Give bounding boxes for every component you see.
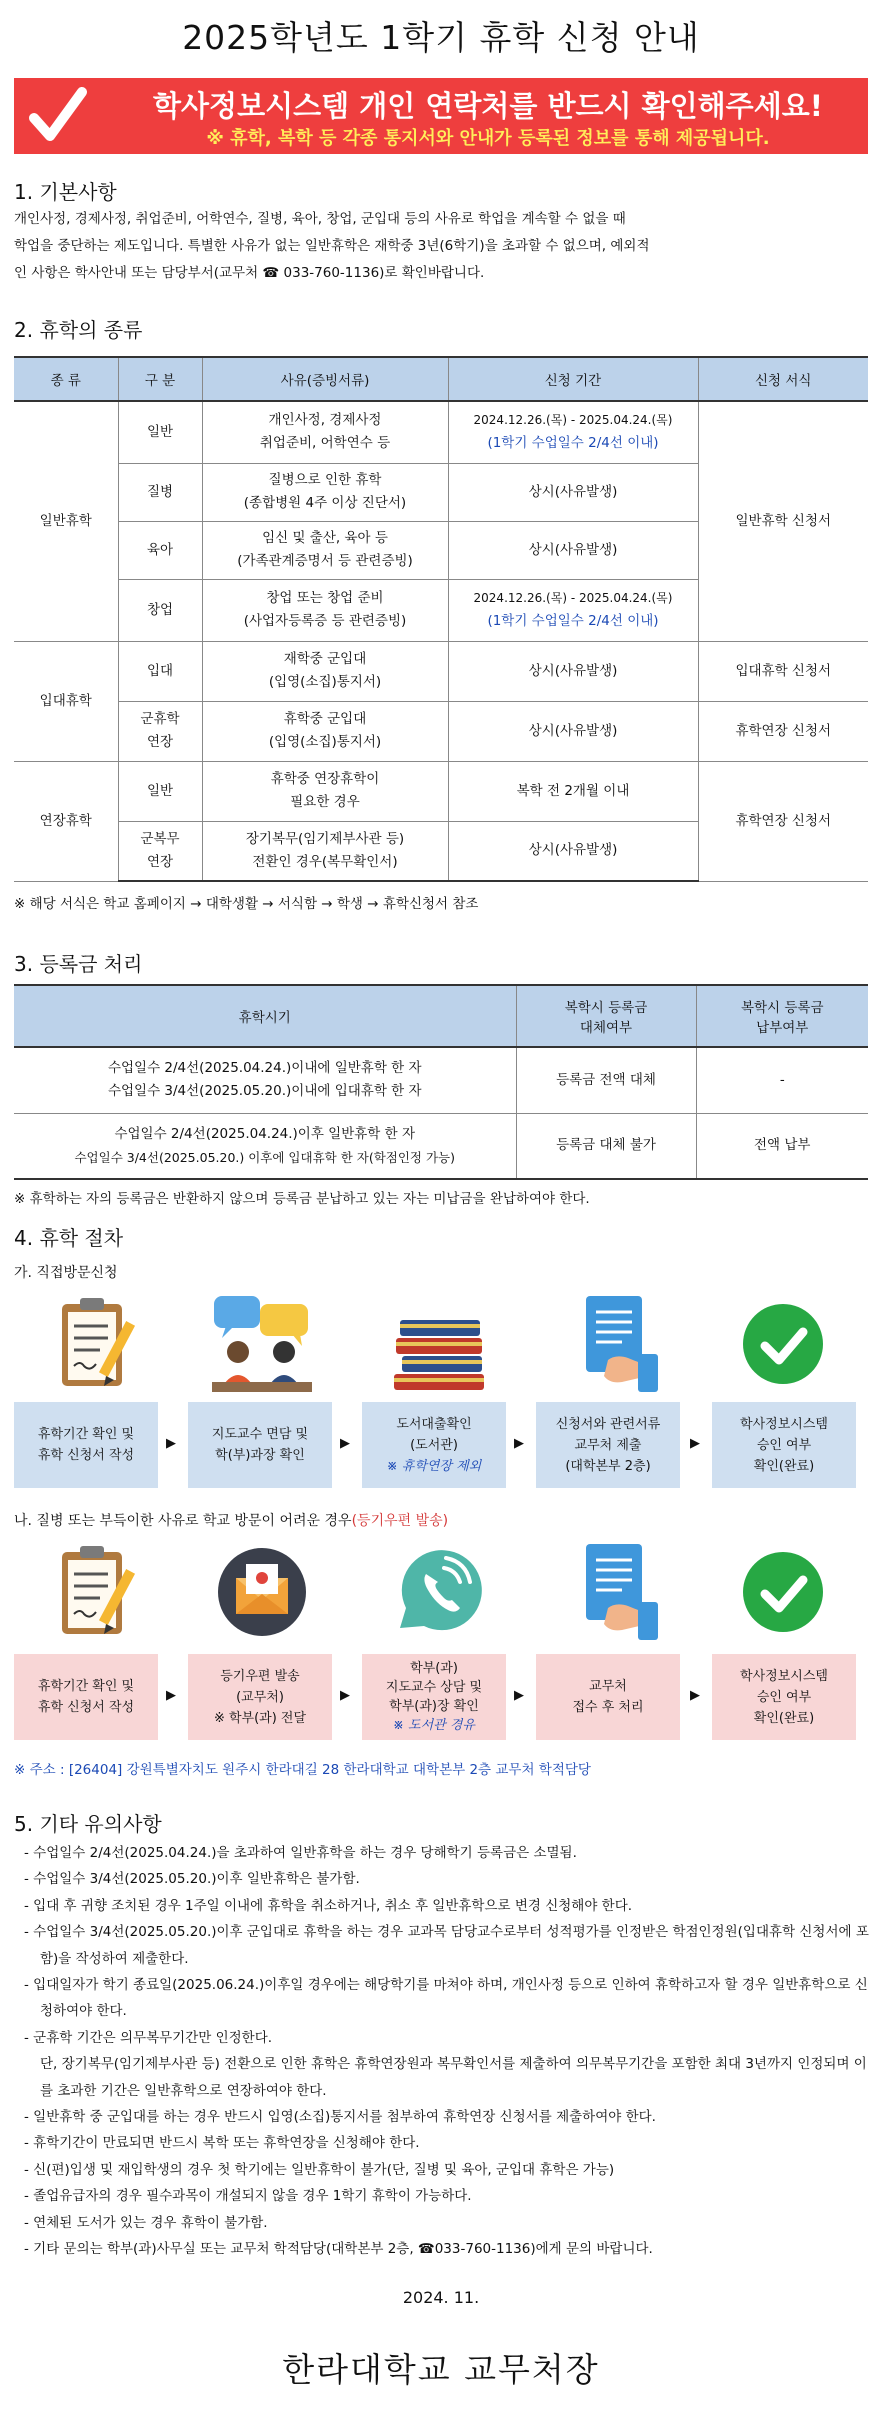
form-location-note: ※ 해당 서식은 학교 홈페이지 → 대학생활 → 서식함 → 학생 → 휴학신청서 참조 [14,896,479,912]
period-cell: 복학 전 2개월 이내 [448,761,698,821]
step-line: 학사정보시스템 [740,1668,828,1684]
books-icon [386,1290,494,1398]
document-submit-icon [560,1290,668,1398]
kind-line: 연장 [146,734,174,750]
reason-line: (입영(소집)통지서) [268,674,382,690]
step-line: 교무처 [589,1679,627,1694]
step-line: (대학본부 2층) [565,1458,651,1474]
substitute-cell: 등록금 대체 불가 [516,1113,696,1179]
clipboard-pencil-icon [44,1290,152,1398]
step-submit-documents [536,1402,680,1488]
reason-cell [202,463,448,521]
reason-line: (입영(소집)통지서) [268,734,382,750]
step-registered-mail [188,1654,332,1740]
kind-cell: 질병 [118,463,202,521]
form-cell: 입대휴학 신청서 [698,641,868,701]
procedure-visit-subheading: 가. 직접방문신청 [14,1265,118,1281]
col-header: 휴학시기 [14,985,516,1047]
reason-cell [202,701,448,761]
page-title: 2025학년도 1학기 휴학 신청 안내 [182,18,700,57]
header-line: 대체여부 [579,1020,633,1036]
step-line: 승인 여부 [756,1437,812,1453]
period-cell [448,401,698,463]
contact-check-banner [14,78,868,154]
kind-cell [118,701,202,761]
list-item: - 졸업유급자의 경우 필수과목이 개설되지 않을 경우 1학기 휴학이 가능하다. [24,2188,472,2205]
table-row [14,641,868,701]
step-note: ※ 도서관 경유 [393,1718,475,1733]
table-row [14,701,868,761]
step-line: 휴학 신청서 작성 [37,1448,135,1463]
period-cell: 상시(사유발생) [448,821,698,881]
list-item: - 수업일수 2/4선(2025.04.24.)을 초과하여 일반휴학을 하는 경우 당해학기 등록금은 소멸됨. [24,1845,577,1861]
step-check-approval [712,1654,856,1740]
table-header-row [14,357,868,401]
list-item: 단, 장기복무(임기제부사관 등) 전환으로 인한 휴학은 휴학연장원과 복무확인서를 제출하여 의무복무기간을 포함한 최대 3년까지 인정되며 이를 초과한 기간은 일반휴학으로 연장하여야 한다. [40,2056,867,2099]
consultation-icon [208,1290,316,1398]
step-line: 도서대출확인 [396,1416,472,1432]
section-notes-heading: 5. 기타 유의사항 [14,1812,162,1836]
form-cell: 휴학연장 신청서 [698,761,868,881]
notes-list [14,1840,874,2263]
group-label: 연장휴학 [14,761,118,881]
step-line: 지도교수 면담 및 [211,1427,309,1442]
kind-line: 군복무 [140,830,180,847]
banner-headline: 학사정보시스템 개인 연락처를 반드시 확인해주세요! [153,89,823,123]
subheading-text: 나. 질병 또는 부득이한 사유로 학교 방문이 어려운 경우 [14,1513,352,1529]
step-office-processing [536,1654,680,1740]
reason-line: 창업 또는 창업 준비 [266,590,384,606]
reason-cell [202,521,448,579]
checkmark-icon [28,84,88,148]
step-line: 확인(완료) [753,1710,815,1726]
subheading-highlight: (등기우편 발송) [351,1513,449,1529]
step-line: 접수 후 처리 [572,1700,644,1715]
step-line: (도서관) [410,1437,458,1453]
step-line: ※ 학부(과) 전달 [213,1710,307,1726]
issuer-signature: 한라대학교 교무처장 [282,2350,600,2389]
basic-line: 인 사항은 학사안내 또는 담당부서(교무처 ☎ 033-760-1136)로 확인바랍니다. [14,265,485,281]
period-cell: 상시(사유발생) [448,463,698,521]
table-row [14,1047,868,1113]
flow-arrow: ▶ [166,1436,176,1451]
reason-line: 필요한 경우 [290,794,360,810]
step-line: 교무처 제출 [574,1437,642,1453]
form-cell: 휴학연장 신청서 [698,701,868,761]
header-line: 복학시 등록금 [740,1000,824,1016]
flow-arrow: ▶ [690,1436,700,1451]
basic-line: 학업을 중단하는 제도입니다. 특별한 사유가 없는 일반휴학은 재학중 3년(6학기)을 초과할 수 없으며, 예외적 [14,238,650,254]
col-header [696,985,868,1047]
step-library-check [362,1402,506,1488]
col-header: 신청 기간 [448,357,698,401]
step-line: 학사정보시스템 [740,1416,828,1432]
basic-line: 개인사정, 경제사정, 취업준비, 어학연수, 질병, 육아, 창업, 군입대 등의 사유로 학업을 계속할 수 없을 때 [14,211,626,227]
step-line: 신청서와 관련서류 [555,1416,661,1432]
list-item: - 입대 후 귀향 조치된 경우 1주일 이내에 휴학을 취소하거나, 취소 후 일반휴학으로 변경 신청해야 한다. [24,1897,633,1914]
reason-line: 질병으로 인한 휴학 [268,472,382,488]
list-item: - 신(편)입생 및 재입학생의 경우 첫 학기에는 일반휴학이 불가(단, 질병 및 육아, 군입대 휴학은 가능) [24,2161,615,2178]
col-header: 신청 서식 [698,357,868,401]
payment-cell: 전액 납부 [696,1113,868,1179]
reason-cell [202,761,448,821]
basic-paragraph [14,206,868,287]
reason-line: 재학중 군입대 [283,651,367,667]
table-row [14,401,868,463]
col-header: 종 류 [14,357,118,401]
substitute-cell: 등록금 전액 대체 [516,1047,696,1113]
step-note: ※ 휴학연장 제외 [386,1458,482,1474]
office-address: ※ 주소 : [26404] 강원특별자치도 원주시 한라대길 28 한라대학교 대학본부 2층 교무처 학적담당 [14,1762,591,1778]
step-line: 휴학 신청서 작성 [37,1700,135,1715]
col-header [516,985,696,1047]
clipboard-pencil-icon [44,1538,152,1646]
table-row [14,1113,868,1179]
reason-line: 전환인 경우(복무확인서) [252,853,398,870]
reason-line: 취업준비, 어학연수 등 [259,435,391,452]
step-check-approval [712,1402,856,1488]
payment-cell: - [696,1047,868,1113]
step-line: 학부(과)장 확인 [389,1699,479,1714]
list-item: - 수업일수 3/4선(2025.05.20.)이후 일반휴학은 불가함. [24,1871,360,1888]
kind-cell: 입대 [118,641,202,701]
tuition-table [14,984,868,1180]
reason-line: (가족관계증명서 등 관련증빙) [237,553,413,569]
timing-cell [14,1047,516,1113]
mail-envelope-icon [208,1538,316,1646]
flow-arrow: ▶ [340,1688,350,1703]
section-types-heading: 2. 휴학의 종류 [14,318,143,342]
section-procedure-heading: 4. 휴학 절차 [14,1226,124,1250]
step-line: 등기우편 발송 [220,1668,300,1684]
col-header: 사유(증빙서류) [202,357,448,401]
period-note: (1학기 수업일수 2/4선 이내) [487,613,659,629]
kind-line: 연장 [146,853,174,870]
step-line: 휴학기간 확인 및 [37,1679,135,1694]
step-line: 휴학기간 확인 및 [37,1427,135,1442]
kind-cell: 일반 [118,761,202,821]
kind-cell: 일반 [118,401,202,463]
kind-line: 군휴학 [140,711,180,727]
flow-arrow: ▶ [690,1688,700,1703]
reason-line: 장기복무(임기제부사관 등) [245,830,405,847]
step-department-review [362,1654,506,1740]
period-cell: 상시(사유발생) [448,521,698,579]
reason-cell [202,641,448,701]
period-cell: 상시(사유발생) [448,701,698,761]
list-item: - 연체된 도서가 있는 경우 휴학이 불가함. [24,2214,268,2231]
header-line: 납부여부 [756,1020,809,1036]
col-header: 구 분 [118,357,202,401]
section-basic-heading: 1. 기본사항 [14,180,117,204]
reason-cell [202,579,448,641]
reason-line: (사업자등록증 등 관련증빙) [243,613,407,629]
group-label: 일반휴학 [14,401,118,641]
form-cell: 일반휴학 신청서 [698,401,868,641]
flow-arrow: ▶ [166,1688,176,1703]
period-cell [448,579,698,641]
flow-arrow: ▶ [514,1436,524,1451]
header-line: 복학시 등록금 [564,1000,648,1016]
step-apply-form [14,1402,158,1488]
flow-arrow: ▶ [340,1436,350,1451]
period-line: 2024.12.26.(목) - 2025.04.24.(목) [473,413,673,428]
timing-line: 수업일수 3/4선(2025.05.20.) 이후에 입대휴학 한 자(학점인정 가능) [74,1149,455,1165]
table-row [14,761,868,821]
timing-line: 수업일수 3/4선(2025.05.20.)이내에 입대휴학 한 자 [107,1083,422,1100]
section-tuition-heading: 3. 등록금 처리 [14,952,143,976]
tuition-note: ※ 휴학하는 자의 등록금은 반환하지 않으며 등록금 분납하고 있는 자는 미납금을 완납하여야 한다. [14,1191,590,1207]
reason-line: 임신 및 출산, 육아 등 [262,530,388,546]
reason-line: 휴학중 군입대 [283,711,367,727]
list-item: - 수업일수 3/4선(2025.05.20.)이후 군입대로 휴학을 하는 경우 교과목 담당교수로부터 성적평가를 인정받은 학점인정원(입대휴학 신청서에 포함)을 작성하여 제출한다. [24,1924,869,1967]
timing-line: 수업일수 2/4선(2025.04.24.)이내에 일반휴학 한 자 [107,1060,422,1077]
reason-line: 휴학중 연장휴학이 [270,771,380,787]
step-line: 승인 여부 [756,1689,812,1705]
reason-cell [202,401,448,463]
kind-cell: 창업 [118,579,202,641]
issue-date: 2024. 11. [402,2288,480,2307]
flow-arrow: ▶ [514,1688,524,1703]
period-note: (1학기 수업일수 2/4선 이내) [487,435,659,452]
reason-line: (종합병원 4주 이상 진단서) [243,495,407,511]
check-circle-icon [729,1538,837,1646]
list-item: - 휴학기간이 만료되면 반드시 복학 또는 휴학연장을 신청해야 한다. [24,2135,420,2152]
table-header-row [14,985,868,1047]
step-line: (교무처) [236,1689,284,1705]
banner-subtext: ※ 휴학, 복학 등 각종 통지서와 안내가 등록된 정보를 통해 제공됩니다. [206,128,770,149]
phone-call-icon [386,1538,494,1646]
period-cell: 상시(사유발생) [448,641,698,701]
check-circle-icon [729,1290,837,1398]
step-line: 지도교수 상담 및 [385,1680,483,1695]
period-line: 2024.12.26.(목) - 2025.04.24.(목) [473,591,673,605]
document-submit-icon [560,1538,668,1646]
list-item: - 기타 문의는 학부(과)사무실 또는 교무처 학적담당(대학본부 2층, ☎033-760-1136)에게 문의 바랍니다. [24,2241,653,2258]
reason-cell [202,821,448,881]
list-item: - 입대일자가 학기 종료일(2025.06.24.)이후일 경우에는 해당학기를 마쳐야 하며, 개인사정 등으로 인하여 휴학하고자 할 경우 일반휴학으로 신청하여야 한다. [24,1977,868,2020]
procedure-mail-subheading [14,1510,448,1530]
step-line: 확인(완료) [753,1458,815,1474]
leave-types-table [14,356,868,882]
timing-cell [14,1113,516,1179]
list-item: - 군휴학 기간은 의무복무기간만 인정한다. [24,2029,273,2046]
reason-line: 개인사정, 경제사정 [268,412,382,429]
step-apply-form [14,1654,158,1740]
step-advisor-meeting [188,1402,332,1488]
list-item: - 일반휴학 중 군입대를 하는 경우 반드시 입영(소집)통지서를 첨부하여 휴학연장 신청서를 제출하여야 한다. [24,2109,656,2126]
group-label: 입대휴학 [14,641,118,761]
timing-line: 수업일수 2/4선(2025.04.24.)이후 일반휴학 한 자 [114,1125,416,1142]
step-line: 학부(과) [410,1661,458,1676]
step-line: 학(부)과장 확인 [215,1448,305,1463]
kind-cell [118,821,202,881]
kind-cell: 육아 [118,521,202,579]
